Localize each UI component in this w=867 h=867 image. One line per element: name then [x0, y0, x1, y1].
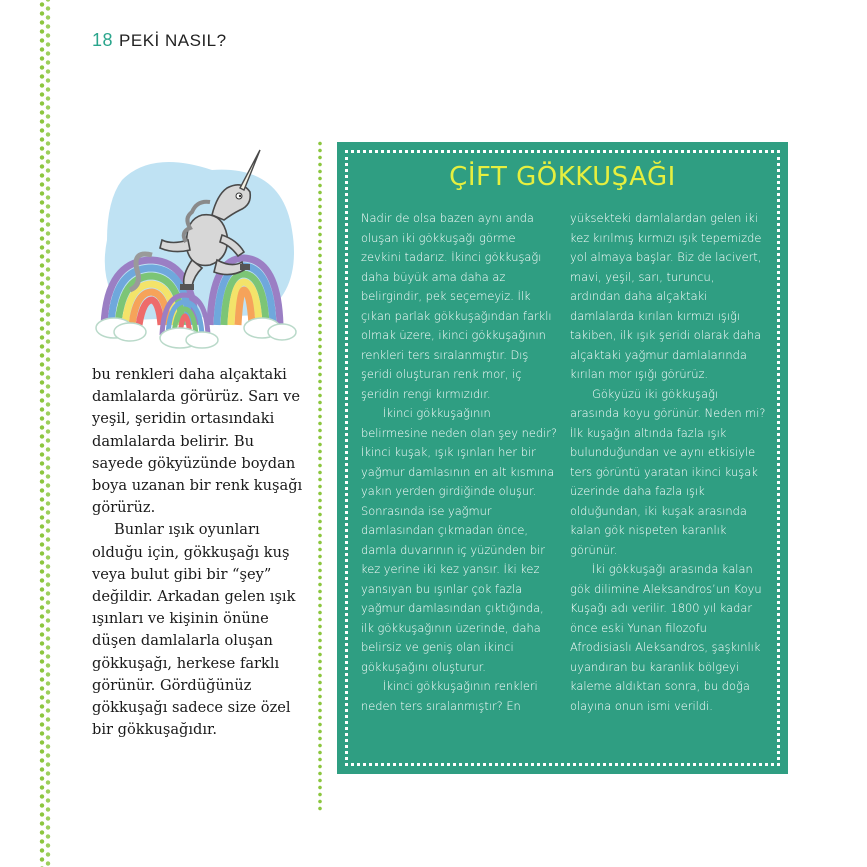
info-box-right-column	[570, 209, 766, 716]
info-box-left-column	[361, 209, 557, 716]
info-box-title: ÇİFT GÖKKUŞAĞI	[449, 162, 676, 192]
body-paragraph: bu renkleri daha alçaktaki damlalarda görürüz. Sarı ve yeşil, şeridin ortasındaki damlalarda belirir. Bu sayede gökyüzünde boydan boya uzanan bir renk kuşağı görürüz.	[92, 366, 303, 517]
info-box	[337, 142, 788, 774]
info-paragraph: yüksekteki damlalardan gelen iki kez kırılmış kırmızı ışık tepemizde yol almaya başlar. Biz de lacivert, mavi, yeşil, sarı, turuncu, ardından daha alçaktaki damlalarda kırılan kırmızı ışığı takiben, ilk ışık şeridi olarak daha alçaktaki yağmur damlalarında kırılan mor ışığı görürüz.	[570, 211, 762, 381]
left-dotted-border-inner	[44, 0, 54, 867]
page-header	[92, 30, 227, 51]
info-paragraph: Gökyüzü iki gökkuşağı arasında koyu görünür. Neden mi? İlk kuşağın altında fazla ışık bulunduğundan ve aynı etkisiyle ters görüntü yaratan ikinci kuşak üzerinde daha fazla ışık olduğundan, iki kuşak arasında kalan gök nispeten karanlık görünür.	[570, 386, 766, 557]
page-number: 18	[92, 30, 114, 50]
info-paragraph: Nadir de olsa bazen aynı anda oluşan iki gökkuşağı görme zevkini tadarız. İkinci gökkuşağı daha büyük ama daha az belirgindir, pek seçemeyiz. İlk çıkan parlak gökkuşağından farklı olmak üzere, ikinci gökkuşağının renkleri ters sıralanmıştır. Dış şeridi oluşturan renk mor, iç şeridin rengi kırmızıdır.	[361, 211, 552, 401]
info-paragraph: İki gökkuşağı arasında kalan gök dilimine Aleksandros’un Koyu Kuşağı adı verilir. 1800 yıl kadar önce eski Yunan filozofu Afrodisiaslı Aleksandros, şaşkınlık uyandıran bu karanlık bölgeyi kaleme aldıktan sonra, bu doğa olayına onun ismi verildi.	[570, 562, 762, 713]
unicorn-illustration	[92, 140, 302, 355]
unicorn-sitting-on-rainbows-icon	[92, 140, 302, 355]
info-paragraph: İkinci gökkuşağının belirmesine neden olan şey nedir? İkinci kuşak, ışık ışınları her bir yağmur damlasının en alt kısmına yakın yerden girdiğinde oluşur. Sonrasında ise yağmur damlasından çıkmadan önce, damla duvarının iç yüzünden bir kez yerine iki kez yansır. İki kez yansıyan bu ışınlar çok fazla yağmur damlasından çıktığında, ilk gökkuşağının üzerinde, daha belirsiz ve geniş olan ikinci gökkuşağını oluşturur.	[361, 406, 558, 674]
section-title: PEKİ NASIL?	[119, 31, 227, 50]
body-text	[92, 364, 306, 741]
body-paragraph: Bunlar ışık oyunları olduğu için, gökkuşağı kuş veya bulut gibi bir “şey” değildir. Arkadan gelen ışık ışınları ve kişinin önüne düşen damlalarla oluşan gökkuşağı, herkese farklı görünür. Gördüğünüz gökkuşağı sadece size özel bir gökkuşağıdır.	[92, 521, 296, 739]
dotted-divider	[318, 140, 322, 812]
info-paragraph: İkinci gökkuşağının renkleri neden ters sıralanmıştır? En	[361, 679, 538, 713]
